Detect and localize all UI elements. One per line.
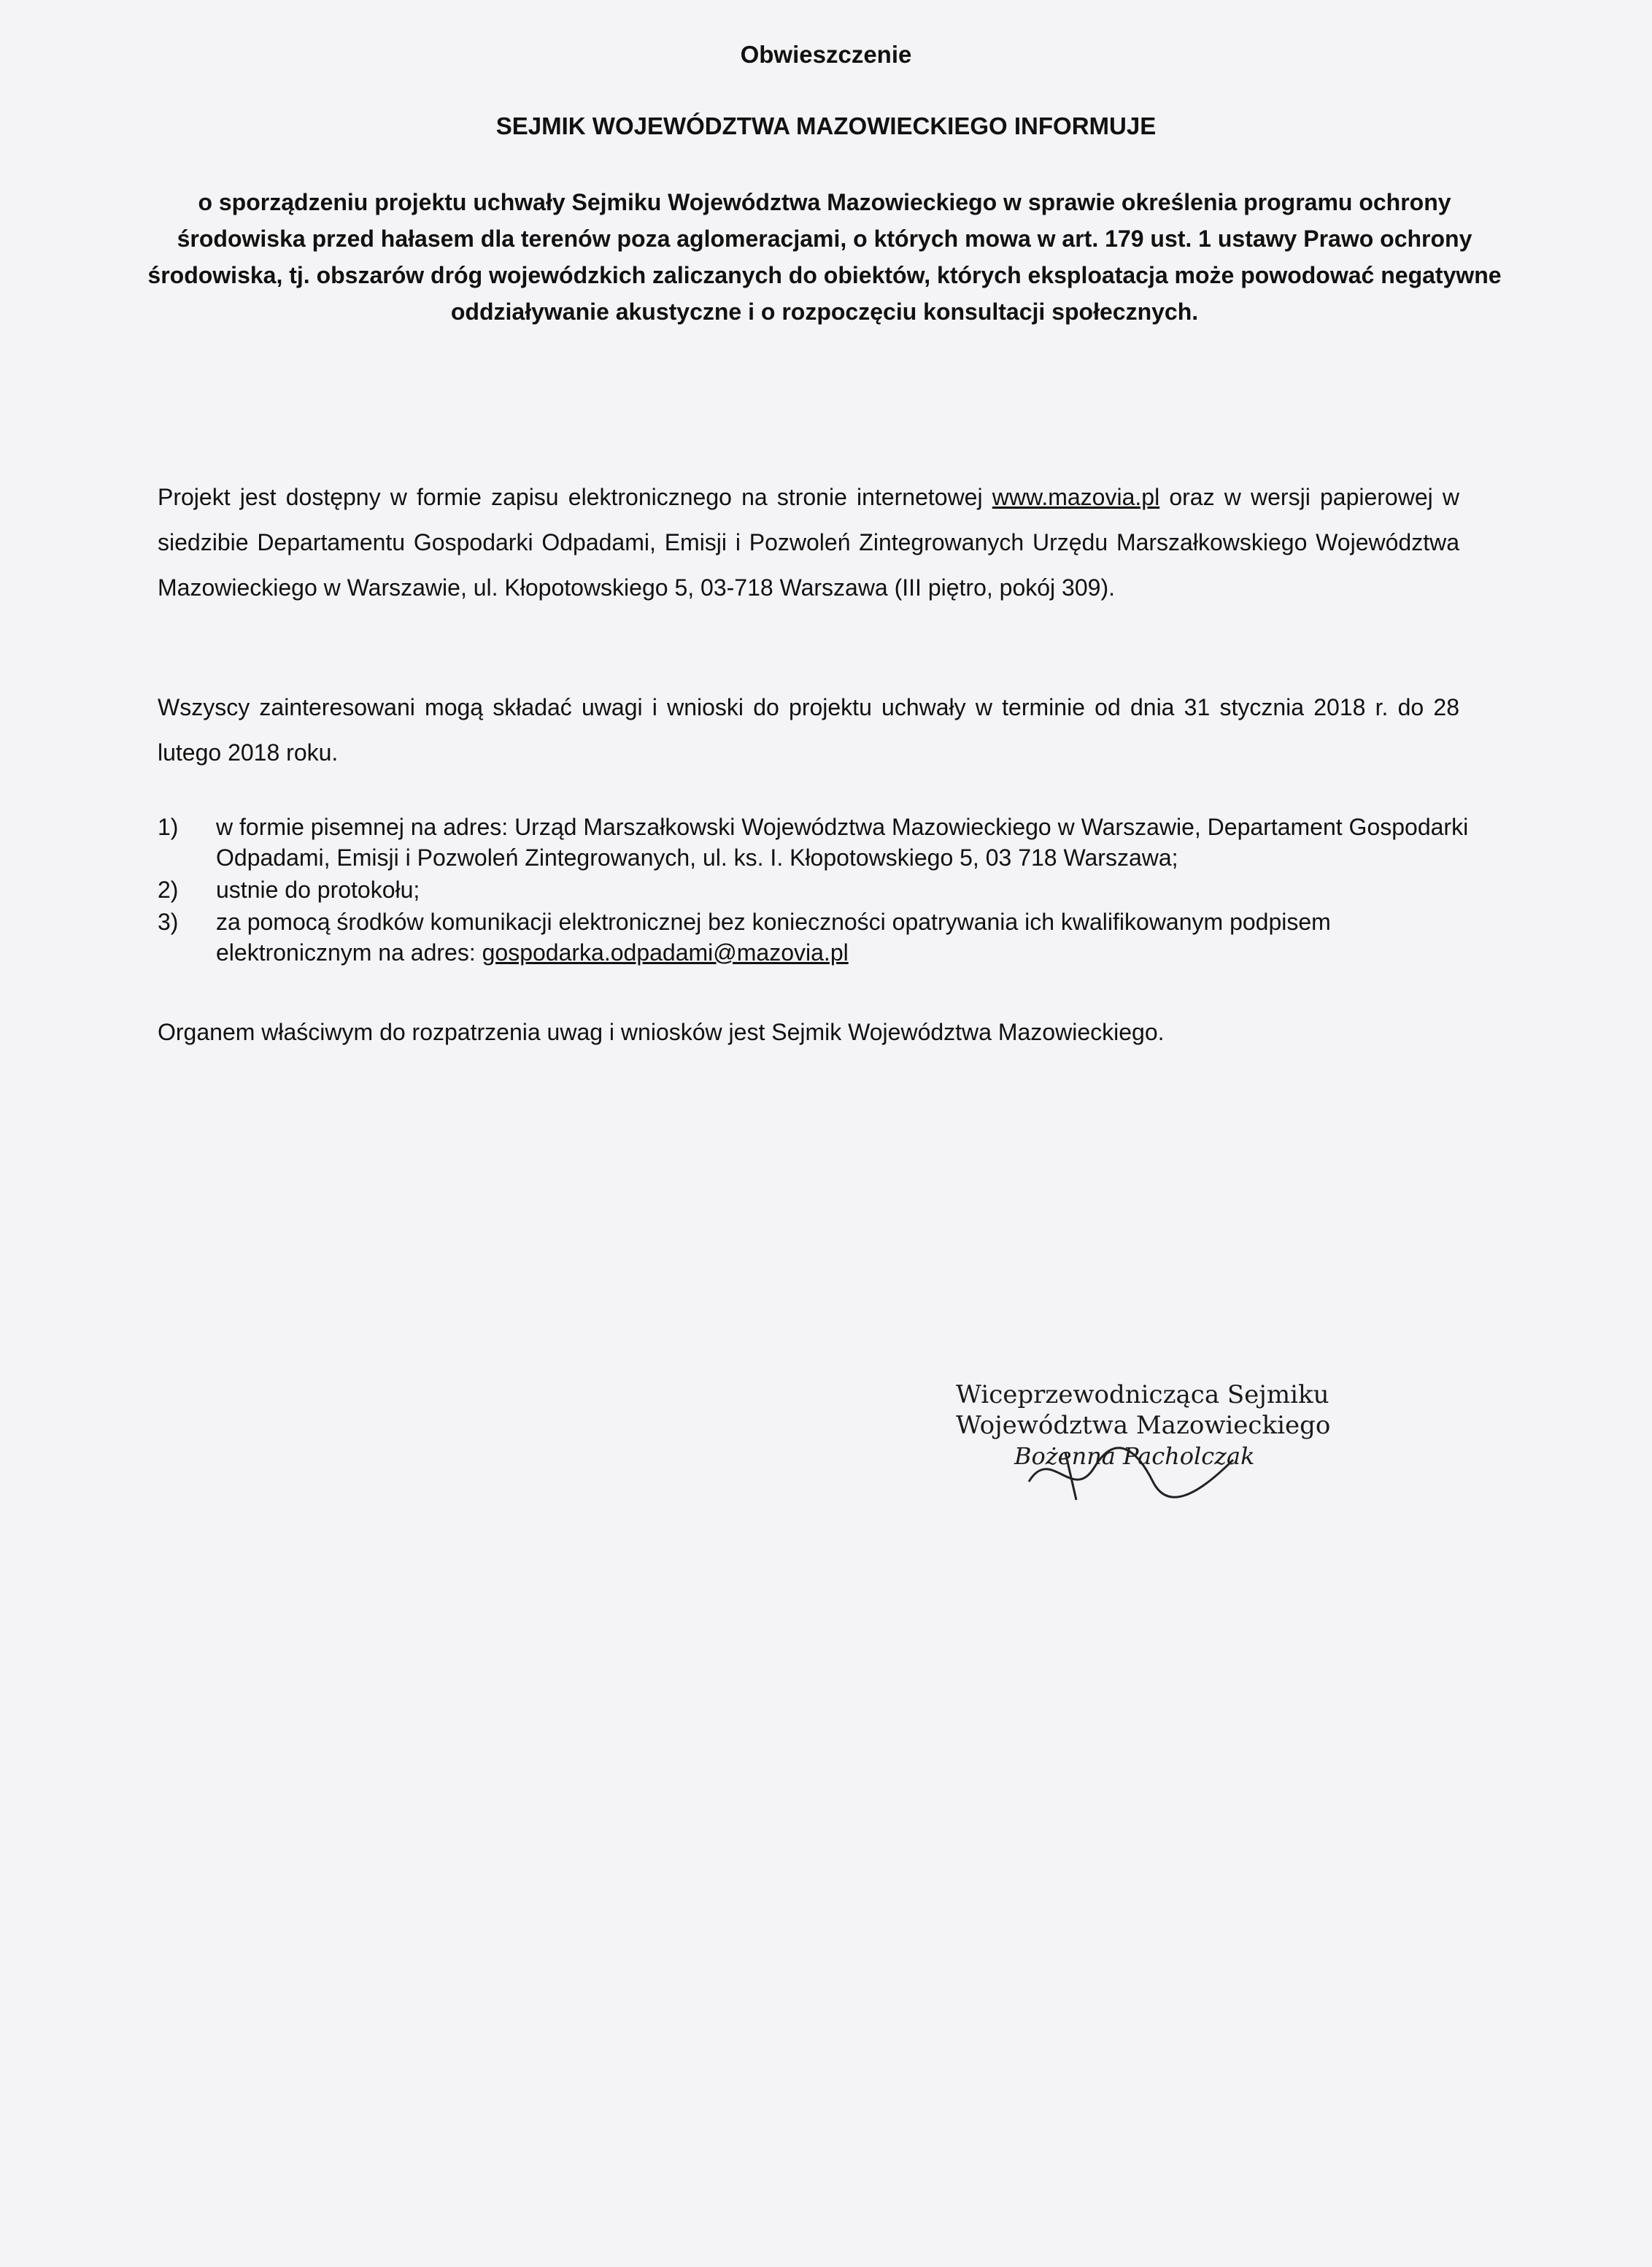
document-heading: SEJMIK WOJEWÓDZTWA MAZOWIECKIEGO INFORMUJE	[495, 112, 1157, 139]
signature-title-line2: Województwa Mazowieckiego	[956, 1411, 1331, 1440]
list-item	[158, 812, 1471, 873]
document-title: Obwieszczenie	[740, 41, 912, 68]
list-item-number: 1)	[158, 814, 179, 840]
list-item	[158, 907, 1471, 968]
list-item-text	[216, 907, 1471, 968]
competent-authority-paragraph: Organem właściwym do rozpatrzenia uwag i wniosków jest Sejmik Województwa Mazowieckiego.	[158, 1019, 1165, 1045]
handwritten-signature-icon	[1022, 1438, 1240, 1511]
signature-title-line1: Wiceprzewodnicząca Sejmiku	[956, 1380, 1329, 1409]
website-link[interactable]: www.mazovia.pl	[992, 484, 1160, 510]
project-availability-paragraph	[158, 474, 1459, 610]
list-item-number: 3)	[158, 909, 179, 935]
submission-methods-list	[158, 812, 1471, 969]
list-item	[158, 874, 1471, 905]
project-text-start: Projekt jest dostępny w formie zapisu elektronicznego na stronie internetowej	[158, 484, 992, 510]
list-item-text-start: za pomocą środków komunikacji elektronicznej bez konieczności opatrywania ich kwalifikowanym podpisem elektronicznym na adres:	[216, 909, 1331, 966]
deadline-paragraph: Wszyscy zainteresowani mogą składać uwagi i wnioski do projektu uchwały w terminie od dnia 31 stycznia 2018 r. do 28 lutego 2018 roku.	[158, 694, 1459, 766]
email-link[interactable]: gospodarka.odpadami@mazovia.pl	[482, 939, 849, 966]
document-subject: o sporządzeniu projektu uchwały Sejmiku Województwa Mazowieckiego w sprawie określenia programu ochrony środowiska przed hałasem dla terenów poza aglomeracjami, o których mowa w art. 179 ust. 1 ustawy Prawo ochrony środowiska, tj. obszarów dróg wojewódzkich zaliczanych do obiektów, których eksploatacja może powodować negatywne oddziaływanie akustyczne i o rozpoczęciu konsultacji społecznych.	[147, 189, 1502, 325]
list-item-text: ustnie do protokołu;	[216, 877, 420, 903]
project-text-end: oraz w wersji papierowej w siedzibie Departamentu Gospodarki Odpadami, Emisji i Pozwoleń Zintegrowanych Urzędu Marszałkowskiego Województwa Mazowieckiego w Warszawie, ul. Kłopotowskiego 5, 03-718 Warszawa (III piętro, pokój 309).	[158, 484, 1460, 601]
list-item-text: w formie pisemnej na adres: Urząd Marszałkowski Województwa Mazowieckiego w Warszawie, Departament Gospodarki Odpadami, Emisji i Pozwoleń Zintegrowanych, ul. ks. I. Kłopotowskiego 5, 03 718 Warszawa;	[216, 814, 1469, 871]
signature-name: Bożenna Pacholczak	[1014, 1442, 1255, 1470]
list-item-number: 2)	[158, 877, 179, 903]
signature-stamp	[956, 1379, 1335, 1471]
